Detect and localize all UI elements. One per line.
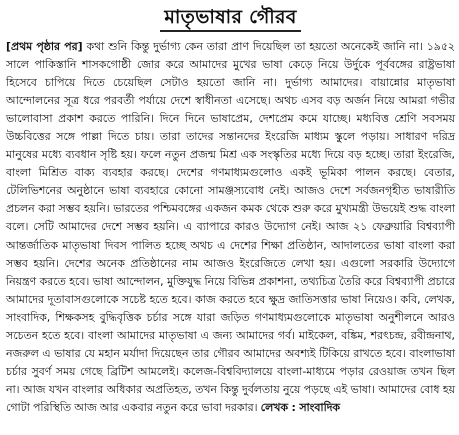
continued-from-front-page-tag: [প্রথম পৃষ্ঠার পর] <box>6 40 83 53</box>
headline-wrapper <box>6 4 455 34</box>
author-byline: লেখক : সাংবাদিক <box>260 400 341 414</box>
article-body <box>6 38 455 417</box>
article-body-text: কথা শুনি কিন্তু দুর্ভাগ্য কেন তারা প্রাণ দিয়েছিল তা হয়তো অনেকেই জানি না। ১৯৫২ সালে পাকিস্তানি শাসকগোষ্ঠী জোর করে আমাদের মুখের ভাষা কেড়ে নিয়ে উর্দুকে পূর্ববঙ্গের রাষ্ট্রভাষা হিসেবে চাপিয়ে দিতে চেয়েছিল সেটাও হয়তো জানি না। দুর্ভাগ্য আমাদের। বায়ান্নোর মাতৃভাষা আন্দোলনের সূত্র ধরে পরবর্তী পর্যায়ে দেশে স্বাধীনতা এসেছে। অথচ এসব বড় অর্জন নিয়ে আমরা গভীর ভালোবাসা প্রকাশ করতে পারিনি। দিনে দিনে ভাষাপ্রেম, দেশপ্রেম কমে যাচ্ছে। মধ্যবিত্ত শ্রেণি সবসময় উচ্চবিত্তের সঙ্গে পাল্লা দিতে চায়। তারা তাদের সন্তানদের ইংরেজি মাধ্যম স্কুলে পড়ায়। সাধারণ দরিদ্র মানুষের মধ্যে ব্যবধান সৃষ্টি হয়। ফলে নতুন প্রজন্ম মিশ্র এক সংস্কৃতির মধ্যে দিয়ে বড় হচ্ছে। তারা ইংরেজি, বাংলা মিশ্রিত বাক্য ব্যবহার করছে। দেশের গণমাধ্যমগুলোও একই ভূমিকা পালন করছে। বেতার, টেলিভিশনের অনুষ্ঠানে ভাষা ব্যবহারে কোনো সামঞ্জস্যবোধ নেই। আজও দেশে সর্বজনগৃহীত ভাষারীতি প্রচলন করা সম্ভব হয়নি। ভারতের পশ্চিমবঙ্গের একজন কমক থেকে শুরু করে মুখ্যমন্ত্রী উভয়েই শুদ্ধ বাংলা বলে। সেটি আমাদের দেশে সম্ভব হয়নি। এ ব্যাপারে কারও উদ্যোগ নেই। আজ ২১ ফেব্রুয়ারি বিশ্বব্যাপী আন্তর্জাতিক মাতৃভাষা দিবস পালিত হচ্ছে অথচ এ দেশের শিক্ষা প্রতিষ্ঠান, আদালতের ভাষা বাংলা করা সম্ভব হয়নি। দেশের অনেক প্রতিষ্ঠানের নাম আজও ইংরেজিতে লেখা হয়। এগুলো সরকারি উদ্যোগে নিয়ন্ত্রণ করতে হবে। ভাষা আন্দোলন, মুক্তিযুদ্ধ নিয়ে বিভিন্ন প্রকাশনা, তথ্যচিত্র তৈরি করে বিশ্বব্যাপী প্রচারে আমাদের দূতাবাসগুলোকে সচেষ্ট হতে হবে। কাজ করতে হবে ক্ষুদ্র জাতিসত্তার ভাষা নিয়েও। কবি, লেখক, সাংবাদিক, শিক্ষকসহ বুদ্ধিবৃত্তিক চর্চার সঙ্গে যারা জড়িত গণমাধ্যমগুলোকে মাতৃভাষা অনুশীলনে আরও সচেতন হতে হবে। বাংলা আমাদের মাতৃভাষা এ জন্য আমাদের গর্ব। মাইকেল, বঙ্কিম, শরৎচন্দ্র, রবীন্দ্রনাথ, নজরুল এ ভাষার যে মহান মর্যাদা দিয়েছেন তার গৌরব আমাদের অবশ্যই টিকিয়ে রাখতে হবে। বাংলাভাষা চর্চার সুবর্ণ সময় গেছে ব্রিটিশ আমলেই। কলেজ-বিশ্ববিদ্যালয়ে বাংলা-মাধ্যমে পড়ার রেওয়াজ তখন ছিল না। আজ যখন বাংলার অধিকার অপ্রতিহত, তখন কিন্তু দুর্বলতায় নুয়ে পড়ছে এই ভাষা। আমাদের বোধ হয় গোটা পরিস্থিতি আজ আর একবার নতুন করে ভাবা দরকার। <box>6 40 455 414</box>
headline: মাতৃভাষার গৌরব <box>160 4 300 32</box>
